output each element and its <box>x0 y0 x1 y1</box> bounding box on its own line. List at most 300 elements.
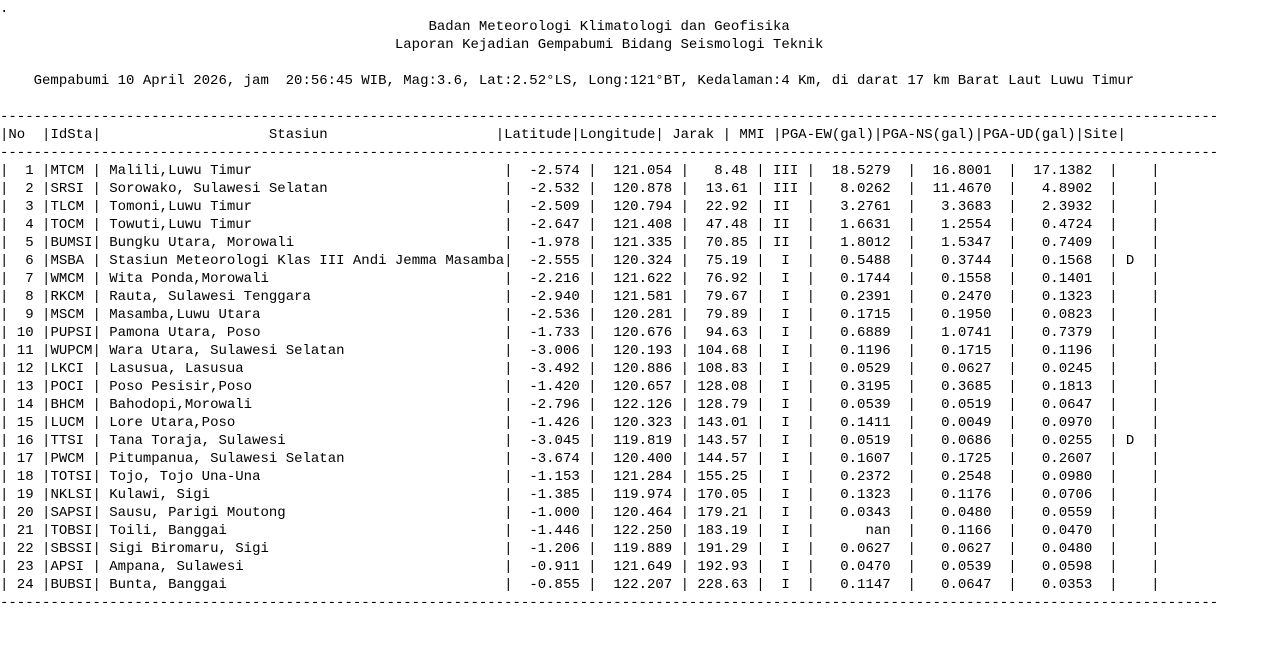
column-separator: | <box>806 325 816 341</box>
column-separator: | <box>756 451 765 467</box>
column-separator: | <box>1008 577 1017 593</box>
cell-no: 19 <box>8 487 34 503</box>
cell-jarak: 76.92 <box>688 271 757 287</box>
column-separator: | <box>504 523 513 539</box>
column-separator: | <box>0 397 9 413</box>
column-separator: | <box>1008 379 1017 395</box>
column-separator: | <box>92 289 101 305</box>
table-row <box>0 234 1276 252</box>
column-separator: | <box>33 469 51 485</box>
column-separator: | <box>680 253 689 269</box>
cell-stasiun: Tomoni,Luwu Timur <box>100 199 505 215</box>
cell-pga-ew: 0.0470 <box>815 559 908 575</box>
column-separator: | <box>1151 379 1160 395</box>
column-separator: | <box>33 397 51 413</box>
column-separator: | <box>756 199 765 215</box>
column-separator: | <box>1008 235 1017 251</box>
cell-latitude: -1.446 <box>512 523 589 539</box>
cell-pga-ns: 0.1950 <box>915 307 1009 323</box>
cell-latitude: -1.385 <box>512 487 589 503</box>
cell-no: 7 <box>8 271 34 287</box>
column-separator: | <box>92 505 101 521</box>
cell-no: 6 <box>8 253 34 269</box>
column-separator: | <box>1109 397 1118 413</box>
blank-line <box>0 90 1276 108</box>
column-separator: | <box>722 127 732 143</box>
column-separator: | <box>907 487 916 503</box>
column-separator: | <box>1008 361 1017 377</box>
cell-pga-ew: 0.1715 <box>815 307 908 323</box>
cell-longitude: 122.207 <box>596 577 681 593</box>
cell-pga-ns: 0.3744 <box>915 253 1009 269</box>
cell-pga-ud: 0.0706 <box>1016 487 1110 503</box>
column-separator: | <box>1109 505 1118 521</box>
column-separator: | <box>1008 307 1017 323</box>
column-separator: | <box>0 523 9 539</box>
column-separator: | <box>756 361 765 377</box>
cell-latitude: -0.911 <box>512 559 589 575</box>
cell-pga-ew: 8.0262 <box>815 181 908 197</box>
column-separator: | <box>907 523 916 539</box>
column-separator: | <box>756 271 765 287</box>
column-separator: | <box>588 235 597 251</box>
cell-site <box>1118 469 1152 485</box>
cell-jarak: 104.68 <box>688 343 757 359</box>
table-row <box>0 450 1276 468</box>
cell-no: 20 <box>8 505 34 521</box>
cell-site <box>1118 217 1152 233</box>
column-separator: | <box>504 271 513 287</box>
cell-no: 16 <box>8 433 34 449</box>
column-separator: | <box>92 307 101 323</box>
column-separator: | <box>1008 433 1017 449</box>
cell-pga-ns: 0.0519 <box>915 397 1009 413</box>
column-header: Jarak <box>663 127 723 143</box>
column-separator: | <box>33 181 51 197</box>
cell-longitude: 121.408 <box>596 217 681 233</box>
cell-pga-ud: 0.1401 <box>1016 271 1110 287</box>
cell-pga-ud: 0.2607 <box>1016 451 1110 467</box>
column-separator: | <box>588 577 597 593</box>
column-separator: | <box>974 127 984 143</box>
cell-stasiun: Toili, Banggai <box>100 523 505 539</box>
cell-idsta: TTSI <box>50 433 93 449</box>
column-separator: | <box>806 163 816 179</box>
column-separator: | <box>33 523 51 539</box>
column-separator: | <box>680 199 689 215</box>
cell-idsta: BUMSI <box>50 235 93 251</box>
cell-no: 15 <box>8 415 34 431</box>
cell-mmi: III <box>764 163 807 179</box>
column-separator: | <box>907 289 916 305</box>
column-separator: | <box>1151 505 1160 521</box>
event-summary <box>0 72 1276 90</box>
column-header: No <box>8 127 34 143</box>
column-separator: | <box>907 577 916 593</box>
column-separator: | <box>907 361 916 377</box>
cell-pga-ew: 1.6631 <box>815 217 908 233</box>
column-separator: | <box>756 289 765 305</box>
table-row <box>0 198 1276 216</box>
column-separator: | <box>588 217 597 233</box>
cell-latitude: -2.509 <box>512 199 589 215</box>
cell-mmi: I <box>764 433 807 449</box>
column-separator: | <box>680 289 689 305</box>
cell-pga-ns: 0.0647 <box>915 577 1009 593</box>
column-separator: | <box>806 289 816 305</box>
column-separator: | <box>588 523 597 539</box>
column-separator: | <box>504 487 513 503</box>
cell-pga-ew: 0.0539 <box>815 397 908 413</box>
column-separator: | <box>33 271 51 287</box>
column-separator: ------------------------------------------------------------------------------------------------------------------------------------------------- <box>0 109 1219 125</box>
cell-longitude: 121.284 <box>596 469 681 485</box>
table-divider <box>0 144 1276 162</box>
column-separator: | <box>588 541 597 557</box>
column-separator: | <box>92 469 101 485</box>
column-separator: | <box>756 541 765 557</box>
cell-jarak: 143.01 <box>688 415 757 431</box>
column-separator: | <box>588 415 597 431</box>
column-separator: | <box>680 325 689 341</box>
cell-idsta: POCI <box>50 379 93 395</box>
column-separator: | <box>0 217 9 233</box>
column-separator: | <box>1109 253 1118 269</box>
cell-no: 5 <box>8 235 34 251</box>
column-separator: | <box>0 181 9 197</box>
column-separator: | <box>0 451 9 467</box>
cell-stasiun: Kulawi, Sigi <box>100 487 505 503</box>
column-separator: | <box>680 235 689 251</box>
column-separator: | <box>588 379 597 395</box>
column-separator: | <box>1151 253 1160 269</box>
cell-latitude: -1.733 <box>512 325 589 341</box>
cell-jarak: 79.89 <box>688 307 757 323</box>
cell-jarak: 128.08 <box>688 379 757 395</box>
table-row <box>0 252 1276 270</box>
cell-pga-ew: 0.1744 <box>815 271 908 287</box>
column-separator: | <box>1109 361 1118 377</box>
cell-pga-ud: 0.0353 <box>1016 577 1110 593</box>
column-separator: | <box>680 181 689 197</box>
column-separator: | <box>756 559 765 575</box>
column-separator: | <box>0 361 9 377</box>
column-separator: | <box>0 433 9 449</box>
column-separator: | <box>1008 451 1017 467</box>
column-separator: | <box>0 163 9 179</box>
cell-site <box>1118 325 1152 341</box>
cell-site <box>1118 577 1152 593</box>
cell-pga-ud: 2.3932 <box>1016 199 1110 215</box>
column-separator: | <box>0 415 9 431</box>
column-separator: | <box>504 343 513 359</box>
column-separator: | <box>1151 343 1160 359</box>
column-separator: | <box>1008 343 1017 359</box>
column-separator: | <box>806 415 816 431</box>
column-header: MMI <box>731 127 774 143</box>
column-separator: | <box>33 217 51 233</box>
column-separator: | <box>680 307 689 323</box>
column-separator: | <box>806 361 816 377</box>
column-header: Longitude <box>579 127 656 143</box>
column-separator: | <box>806 307 816 323</box>
cell-jarak: 128.79 <box>688 397 757 413</box>
column-separator: | <box>806 397 816 413</box>
column-separator: | <box>680 163 689 179</box>
column-separator: | <box>1151 577 1160 593</box>
table-row <box>0 540 1276 558</box>
column-separator: | <box>33 343 51 359</box>
cell-stasiun: Wara Utara, Sulawesi Selatan <box>100 343 505 359</box>
cell-idsta: LUCM <box>50 415 93 431</box>
column-separator: | <box>680 379 689 395</box>
column-separator: | <box>1008 559 1017 575</box>
column-separator: | <box>1151 235 1160 251</box>
column-separator: | <box>33 433 51 449</box>
column-separator: | <box>756 325 765 341</box>
table-divider <box>0 108 1276 126</box>
cell-no: 3 <box>8 199 34 215</box>
cell-mmi: I <box>764 451 807 467</box>
column-separator: | <box>806 523 816 539</box>
column-separator: | <box>1109 199 1118 215</box>
cell-no: 12 <box>8 361 34 377</box>
cell-jarak: 70.85 <box>688 235 757 251</box>
table-row <box>0 522 1276 540</box>
column-separator: | <box>1117 127 1126 143</box>
cell-longitude: 119.819 <box>596 433 681 449</box>
column-separator: | <box>588 433 597 449</box>
cell-mmi: I <box>764 487 807 503</box>
column-separator: | <box>504 505 513 521</box>
cell-site <box>1118 451 1152 467</box>
column-separator: | <box>0 541 9 557</box>
column-separator: | <box>33 163 51 179</box>
column-separator: | <box>806 487 816 503</box>
cell-no: 2 <box>8 181 34 197</box>
cell-idsta: SAPSI <box>50 505 93 521</box>
column-separator: | <box>588 361 597 377</box>
column-separator: | <box>806 253 816 269</box>
column-separator: | <box>92 415 101 431</box>
column-separator: | <box>756 181 765 197</box>
cell-pga-ud: 0.0245 <box>1016 361 1110 377</box>
column-separator: | <box>680 469 689 485</box>
cell-site <box>1118 181 1152 197</box>
cell-pga-ns: 0.1558 <box>915 271 1009 287</box>
column-separator: | <box>907 451 916 467</box>
column-separator: | <box>806 235 816 251</box>
cell-mmi: I <box>764 289 807 305</box>
column-separator: | <box>588 163 597 179</box>
column-separator: | <box>680 505 689 521</box>
column-separator: | <box>1075 127 1084 143</box>
column-separator: | <box>92 127 101 143</box>
blank-line <box>0 54 1276 72</box>
column-separator: | <box>1008 253 1017 269</box>
agency-name <box>0 18 1276 36</box>
cell-no: 1 <box>8 163 34 179</box>
column-separator: | <box>806 343 816 359</box>
corner-mark: . <box>0 1 9 17</box>
cell-stasiun: Lasusua, Lasusua <box>100 361 505 377</box>
cell-idsta: TOTSI <box>50 469 93 485</box>
cell-site <box>1118 487 1152 503</box>
column-separator: | <box>1151 217 1160 233</box>
column-separator: | <box>588 505 597 521</box>
column-separator: | <box>504 307 513 323</box>
cell-mmi: I <box>764 325 807 341</box>
column-separator: | <box>92 433 101 449</box>
column-separator: | <box>907 271 916 287</box>
column-separator: | <box>680 217 689 233</box>
column-separator: | <box>680 541 689 557</box>
column-separator: | <box>680 559 689 575</box>
column-separator: | <box>588 451 597 467</box>
column-separator: | <box>0 199 9 215</box>
column-separator: | <box>756 253 765 269</box>
cell-longitude: 121.335 <box>596 235 681 251</box>
column-separator: | <box>504 415 513 431</box>
cell-longitude: 120.657 <box>596 379 681 395</box>
column-header: PGA-NS(gal) <box>882 127 975 143</box>
column-header: IdSta <box>50 127 93 143</box>
cell-idsta: BHCM <box>50 397 93 413</box>
column-separator: | <box>1151 199 1160 215</box>
cell-mmi: I <box>764 343 807 359</box>
cell-pga-ud: 0.0559 <box>1016 505 1110 521</box>
cell-latitude: -1.420 <box>512 379 589 395</box>
cell-pga-ud: 0.0970 <box>1016 415 1110 431</box>
cell-jarak: 22.92 <box>688 199 757 215</box>
cell-site <box>1118 361 1152 377</box>
column-separator: | <box>92 451 101 467</box>
cell-latitude: -3.045 <box>512 433 589 449</box>
cell-pga-ns: 3.3683 <box>915 199 1009 215</box>
cell-pga-ew: 0.2372 <box>815 469 908 485</box>
cell-pga-ns: 0.0539 <box>915 559 1009 575</box>
column-separator: | <box>504 433 513 449</box>
column-separator: | <box>680 487 689 503</box>
cell-stasiun: Sausu, Parigi Moutong <box>100 505 505 521</box>
cell-pga-ew: 0.0343 <box>815 505 908 521</box>
cell-latitude: -1.153 <box>512 469 589 485</box>
cell-site <box>1118 199 1152 215</box>
table-row <box>0 486 1276 504</box>
cell-mmi: I <box>764 415 807 431</box>
column-separator: | <box>1109 379 1118 395</box>
cell-pga-ew: 0.1607 <box>815 451 908 467</box>
cell-pga-ew: 0.5488 <box>815 253 908 269</box>
column-separator: | <box>1151 289 1160 305</box>
cell-jarak: 144.57 <box>688 451 757 467</box>
cell-pga-ud: 0.7409 <box>1016 235 1110 251</box>
report-title <box>0 36 1276 54</box>
cell-idsta: SRSI <box>50 181 93 197</box>
cell-idsta: PWCM <box>50 451 93 467</box>
column-separator: | <box>907 469 916 485</box>
column-separator: | <box>907 307 916 323</box>
cell-pga-ew: 0.1323 <box>815 487 908 503</box>
cell-longitude: 120.324 <box>596 253 681 269</box>
cell-mmi: II <box>764 199 807 215</box>
column-separator: | <box>680 361 689 377</box>
cell-mmi: I <box>764 397 807 413</box>
cell-no: 14 <box>8 397 34 413</box>
column-separator: | <box>92 253 101 269</box>
cell-jarak: 94.63 <box>688 325 757 341</box>
cell-pga-ud: 0.0823 <box>1016 307 1110 323</box>
cell-no: 24 <box>8 577 34 593</box>
table-row <box>0 576 1276 594</box>
cell-idsta: WUPCM <box>50 343 93 359</box>
column-separator: | <box>92 397 101 413</box>
cell-pga-ud: 0.4724 <box>1016 217 1110 233</box>
table-header-row <box>0 126 1276 144</box>
cell-pga-ew: 0.1147 <box>815 577 908 593</box>
column-separator: | <box>1008 163 1017 179</box>
column-separator: | <box>92 181 101 197</box>
column-separator: | <box>92 379 101 395</box>
table-row <box>0 432 1276 450</box>
column-separator: | <box>571 127 580 143</box>
column-separator: | <box>1151 397 1160 413</box>
cell-longitude: 120.676 <box>596 325 681 341</box>
table-row <box>0 468 1276 486</box>
column-separator: | <box>806 217 816 233</box>
cell-pga-ud: 0.0647 <box>1016 397 1110 413</box>
cell-idsta: NKLSI <box>50 487 93 503</box>
table-divider <box>0 594 1276 612</box>
column-separator: | <box>504 451 513 467</box>
column-separator: | <box>504 577 513 593</box>
column-separator: | <box>1109 307 1118 323</box>
column-separator: | <box>1008 199 1017 215</box>
cell-latitude: -1.426 <box>512 415 589 431</box>
column-separator: | <box>504 325 513 341</box>
cell-jarak: 191.29 <box>688 541 757 557</box>
cell-mmi: I <box>764 541 807 557</box>
cell-latitude: -0.855 <box>512 577 589 593</box>
cell-longitude: 121.054 <box>596 163 681 179</box>
column-separator: | <box>756 397 765 413</box>
column-separator: | <box>680 523 689 539</box>
column-separator: | <box>504 199 513 215</box>
column-separator: | <box>756 433 765 449</box>
cell-pga-ud: 0.0598 <box>1016 559 1110 575</box>
cell-pga-ew: nan <box>815 523 908 539</box>
agency-name-text: Badan Meteorologi Klimatologi dan Geofisika <box>428 19 790 35</box>
cell-longitude: 122.126 <box>596 397 681 413</box>
cell-stasiun: Tojo, Tojo Una-Una <box>100 469 505 485</box>
cell-pga-ud: 4.8902 <box>1016 181 1110 197</box>
cell-latitude: -2.940 <box>512 289 589 305</box>
cell-latitude: -2.216 <box>512 271 589 287</box>
column-separator: | <box>0 289 9 305</box>
column-separator: | <box>806 505 816 521</box>
column-separator: | <box>1109 217 1118 233</box>
column-separator: | <box>1008 487 1017 503</box>
column-separator: | <box>806 433 816 449</box>
column-separator: | <box>92 325 101 341</box>
column-separator: | <box>756 415 765 431</box>
report-title-text: Laporan Kejadian Gempabumi Bidang Seismologi Teknik <box>394 37 824 53</box>
cell-mmi: I <box>764 361 807 377</box>
column-separator: | <box>806 181 816 197</box>
column-separator: | <box>1008 289 1017 305</box>
column-separator: | <box>588 271 597 287</box>
cell-pga-ew: 18.5279 <box>815 163 908 179</box>
